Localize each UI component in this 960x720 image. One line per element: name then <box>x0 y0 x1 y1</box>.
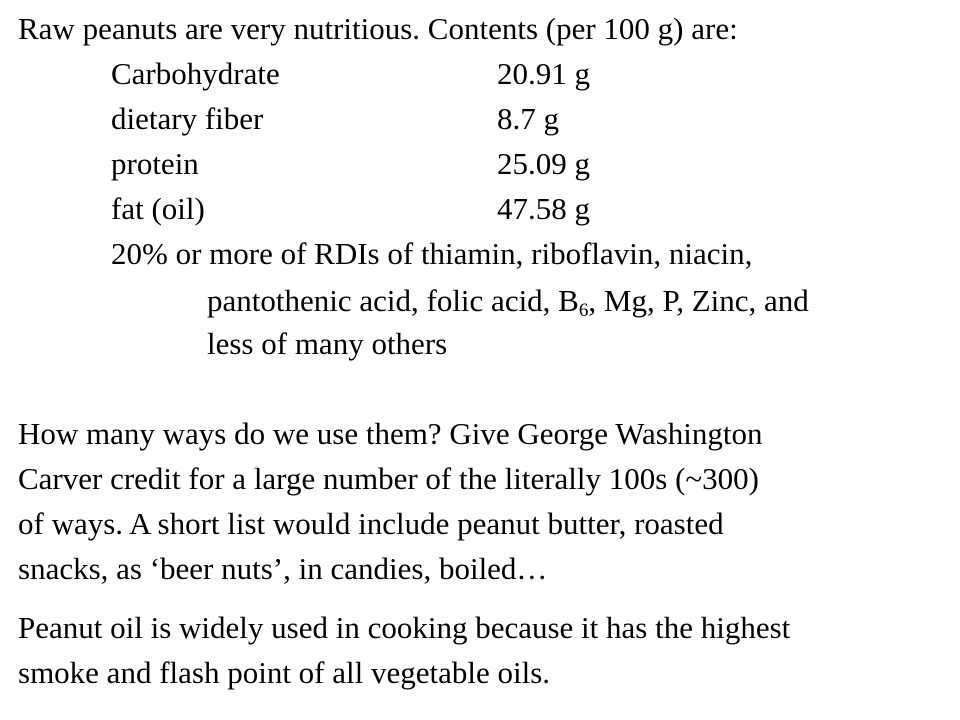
oil-line: smoke and flash point of all vegetable oils. <box>18 655 551 690</box>
rdi-text: pantothenic acid, folic acid, B <box>207 283 579 318</box>
nutrient-value: 20.91 g <box>497 56 590 91</box>
rdi-line: less of many others <box>207 326 448 361</box>
uses-line: Carver credit for a large number of the literally 100s (~300) <box>18 461 759 496</box>
nutrient-name: Carbohydrate <box>111 56 280 91</box>
nutrient-name: protein <box>111 146 199 181</box>
rdi-text: , Mg, P, Zinc, and <box>588 283 809 318</box>
subscript: 6 <box>578 300 589 321</box>
nutrient-value: 8.7 g <box>497 101 559 136</box>
rdi-line <box>207 283 809 319</box>
rdi-line: 20% or more of RDIs of thiamin, riboflavin, niacin, <box>111 236 753 271</box>
intro-text: Raw peanuts are very nutritious. Contents (per 100 g) are: <box>18 11 738 46</box>
nutrient-name: fat (oil) <box>111 191 205 226</box>
uses-line: snacks, as ‘beer nuts’, in candies, boiled… <box>18 551 548 586</box>
nutrient-value: 25.09 g <box>497 146 590 181</box>
uses-line: How many ways do we use them? Give George Washington <box>18 416 763 451</box>
uses-line: of ways. A short list would include peanut butter, roasted <box>18 506 724 541</box>
oil-line: Peanut oil is widely used in cooking because it has the highest <box>18 610 791 645</box>
nutrient-value: 47.58 g <box>497 191 590 226</box>
nutrient-name: dietary fiber <box>111 101 264 136</box>
